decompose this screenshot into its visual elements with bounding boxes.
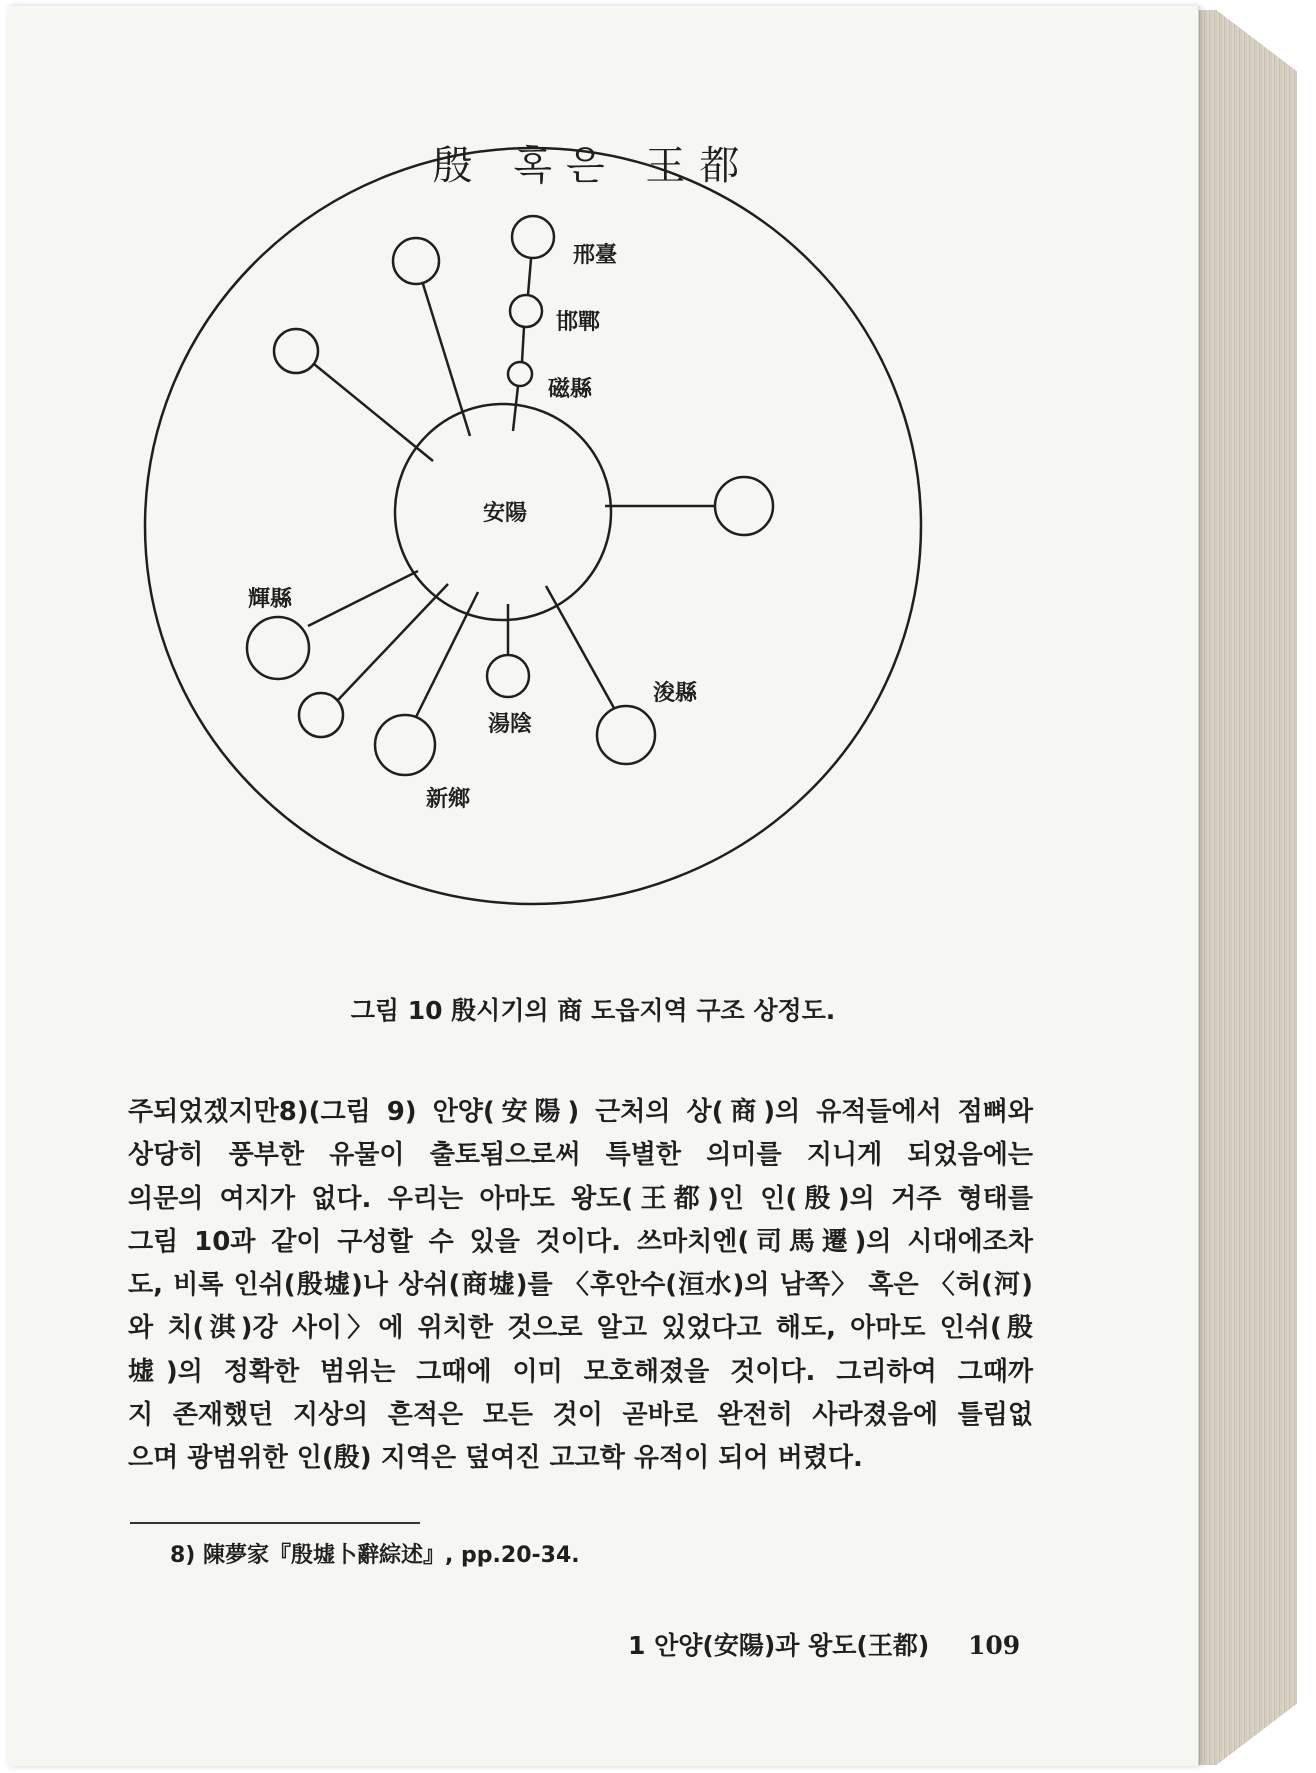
- site-circle-tangyin: [487, 655, 529, 697]
- site-circle-unnamed-top: [393, 238, 439, 284]
- link-huixian-center: [308, 571, 418, 626]
- body-line: 와 치(淇)강 사이〉에 위치한 것으로 알고 있었다고 해도, 아마도 인쉬(殷: [128, 1313, 1033, 1344]
- body-line: 도, 비록 인쉬(殷墟)나 상쉬(商墟)를 〈후안수(洹水)의 남쪽〉 혹은 〈허(河): [128, 1270, 1033, 1301]
- label-xinxiang: 新鄉: [426, 787, 471, 812]
- footnote: 8) 陳夢家『殷墟卜辭綜述』, pp.20-34.: [170, 1543, 580, 1568]
- page-edges: [1185, 10, 1297, 1765]
- site-circle-handan: [510, 295, 542, 327]
- label-tangyin: 湯陰: [488, 712, 533, 737]
- body-line: 그림 10과 같이 구성할 수 있을 것이다. 쓰마치엔(司馬遷)의 시대에조차: [128, 1226, 1033, 1257]
- body-line: 墟)의 정확한 범위는 그때에 이미 모호해졌을 것이다. 그리하여 그때까: [128, 1356, 1033, 1387]
- label-cixian: 磁縣: [548, 377, 593, 402]
- link-left-center: [314, 364, 433, 461]
- body-line: 지 존재했던 지상의 흔적은 모든 것이 곧바로 완전히 사라졌음에 틀림없: [128, 1400, 1033, 1431]
- site-circle-unnamed-left: [274, 329, 318, 373]
- link-top-center: [423, 284, 470, 436]
- page-number: 109: [967, 1631, 1021, 1660]
- site-circle-unnamed-right: [715, 477, 773, 535]
- label-center: 安陽: [483, 501, 528, 526]
- diagram-svg: [8, 6, 1198, 1006]
- page-footer: [628, 1626, 1020, 1662]
- link-cixian-center: [513, 386, 518, 431]
- body-line: 의문의 여지가 없다. 우리는 아마도 왕도(王都)인 인(殷)의 거주 형태를: [128, 1183, 1033, 1214]
- link-handan-cixian: [522, 327, 524, 362]
- footnote-divider: [130, 1522, 420, 1524]
- link-xingtai-handan: [528, 259, 531, 295]
- figure-caption: 그림 10 殷시기의 商 도읍지역 구조 상정도.: [350, 996, 836, 1025]
- running-title: 殷 혹은 王都: [432, 143, 754, 189]
- body-line: 으며 광범위한 인(殷) 지역은 덮여진 고고학 유적이 되어 버렸다.: [128, 1443, 863, 1474]
- body-paragraph: [128, 1091, 1033, 1481]
- site-circle-huixian: [247, 617, 309, 679]
- body-line: 상당히 풍부한 유물이 출토됨으로써 특별한 의미를 지니게 되었음에는: [128, 1140, 1033, 1171]
- body-line: 주되었겠지만8)(그림 9) 안양(安陽) 근처의 상(商)의 유적들에서 점뼈와: [128, 1097, 1033, 1127]
- running-foot: 1 안양(安陽)과 왕도(王都): [628, 1631, 930, 1660]
- label-xingtai: 邢臺: [573, 243, 618, 268]
- site-circle-xinxiang: [375, 715, 435, 775]
- label-huixian: 輝縣: [248, 587, 293, 612]
- outer-region-circle: [145, 148, 921, 904]
- site-circle-xingtai: [512, 216, 554, 258]
- label-junxian: 浚縣: [653, 681, 698, 706]
- book-page: [8, 6, 1199, 1766]
- site-circle-unnamed-lower-left: [299, 693, 343, 737]
- link-junxian-center: [546, 586, 614, 708]
- site-circle-cixian: [508, 362, 532, 386]
- link-xinxiang-center: [416, 592, 478, 717]
- figure-diagram: [8, 6, 1198, 1006]
- site-circle-junxian: [597, 706, 655, 764]
- label-handan: 邯鄲: [556, 310, 601, 335]
